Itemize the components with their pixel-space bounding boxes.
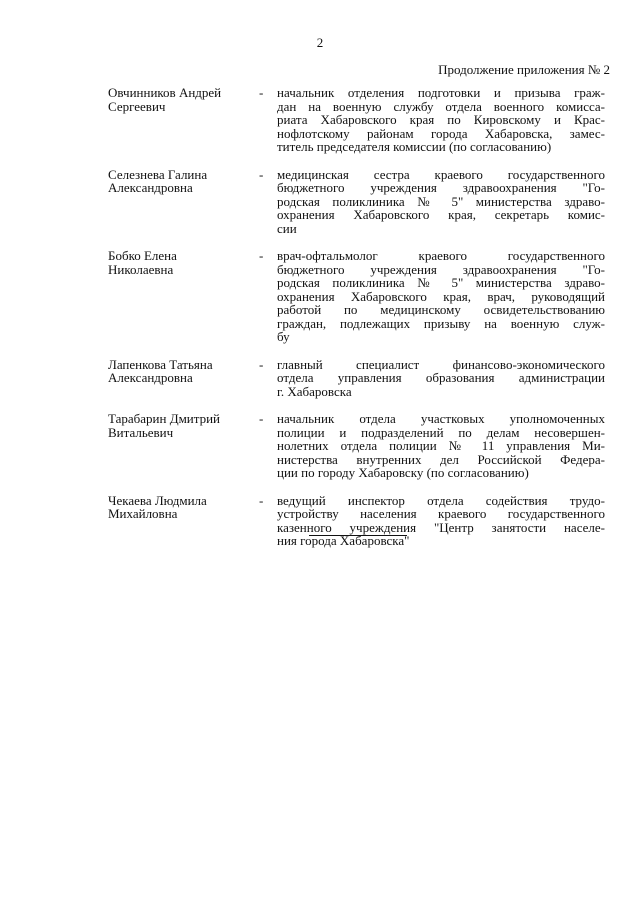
member-role bbox=[277, 249, 605, 344]
member-role-line: г. Хабаровска bbox=[277, 383, 352, 399]
member-role-line: ции по городу Хабаровску (по согласованию) bbox=[277, 465, 529, 480]
member-role-line: родская поликлиника № 5" министерства здраво- bbox=[277, 193, 605, 209]
member-name-line: Александровна bbox=[108, 370, 193, 385]
member-entry bbox=[108, 412, 605, 480]
member-role-line: начальник отдела участковых уполномоченных bbox=[277, 411, 605, 426]
member-dash: - bbox=[259, 166, 264, 182]
member-dash: - bbox=[259, 492, 264, 508]
member-role-line: главный специалист финансово-экономического bbox=[277, 356, 605, 372]
member-role-line: медицинская сестра краевого государственного bbox=[277, 166, 605, 182]
member-role bbox=[277, 168, 605, 236]
member-role bbox=[277, 358, 605, 399]
member-name-line: Тарабарин Дмитрий bbox=[108, 411, 221, 426]
member-role bbox=[277, 412, 605, 480]
member-role-line: полиции и подразделений по делам несовершен- bbox=[277, 424, 605, 440]
member-role-line: работой по медицинскому освидетельствованию bbox=[277, 302, 605, 317]
member-role-line: казенного учреждения "Центр занятости населе- bbox=[277, 519, 605, 535]
member-role-line: сии bbox=[277, 220, 297, 236]
member-role-line: устройству населения краевого государственного bbox=[277, 506, 605, 521]
member-name bbox=[108, 249, 253, 344]
member-role-line: врач-офтальмолог краевого государственного bbox=[277, 248, 605, 263]
member-role-line: ния города Хабаровска" bbox=[277, 533, 410, 548]
member-role-line: бюджетного учреждения здравоохранения "Го- bbox=[277, 180, 605, 195]
member-role-line: охранения Хабаровского края, секретарь комис- bbox=[277, 207, 605, 222]
member-role-line: отдела управления образования администрации bbox=[277, 370, 605, 385]
member-entry bbox=[108, 249, 605, 344]
member-role-line: бюджетного учреждения здравоохранения "Го- bbox=[277, 261, 605, 277]
member-name bbox=[108, 412, 253, 480]
member-role bbox=[277, 494, 605, 548]
member-role-line: риата Хабаровского края по Кировскому и Крас- bbox=[277, 112, 605, 127]
member-name bbox=[108, 86, 253, 154]
member-role-line: родская поликлиника № 5" министерства здраво- bbox=[277, 275, 605, 290]
member-name-line: Михайловна bbox=[108, 506, 178, 521]
member-entry bbox=[108, 358, 605, 399]
member-role-line: титель председателя комиссии (по согласованию) bbox=[277, 139, 552, 154]
member-entry bbox=[108, 86, 605, 154]
member-role-line: нистерства внутренних дел Российской Федера- bbox=[277, 451, 605, 467]
member-dash: - bbox=[259, 356, 264, 372]
member-entry bbox=[108, 168, 605, 236]
member-entry bbox=[108, 494, 605, 548]
page-number: 2 bbox=[316, 35, 324, 50]
member-role-line: начальник отделения подготовки и призыва граж- bbox=[277, 85, 605, 100]
member-role-line: ведущий инспектор отдела содействия трудо- bbox=[277, 492, 605, 508]
member-name-line: Сергеевич bbox=[108, 98, 166, 114]
member-role-line: бу bbox=[277, 329, 290, 344]
member-role-line: граждан, подлежащих призыву на военную служ- bbox=[277, 315, 605, 331]
member-dash: - bbox=[259, 411, 264, 426]
member-name-line: Николаевна bbox=[108, 261, 174, 277]
member-name-line: Селезнева Галина bbox=[108, 166, 208, 182]
member-name bbox=[108, 168, 253, 236]
member-name-line: Овчинников Андрей bbox=[108, 85, 222, 100]
member-role-line: охранения Хабаровского края, врач, руководящий bbox=[277, 288, 605, 304]
member-name-line: Лапенкова Татьяна bbox=[108, 356, 213, 372]
member-name-line: Чекаева Людмила bbox=[108, 492, 207, 508]
member-dash: - bbox=[259, 85, 264, 100]
member-name-line: Александровна bbox=[108, 180, 193, 195]
member-name-line: Витальевич bbox=[108, 424, 174, 440]
appendix-continuation-header: Продолжение приложения № 2 bbox=[438, 62, 610, 77]
member-dash: - bbox=[259, 248, 264, 263]
member-name bbox=[108, 494, 253, 548]
member-name-line: Бобко Елена bbox=[108, 248, 177, 263]
member-name bbox=[108, 358, 253, 399]
member-role-line: нолетних отдела полиции № 11 управления Ми- bbox=[277, 438, 605, 453]
member-role-line: дан на военную службу отдела военного комисса- bbox=[277, 98, 605, 114]
member-role bbox=[277, 86, 605, 154]
member-role-line: нофлотскому районам города Хабаровска, замес- bbox=[277, 125, 605, 141]
end-separator-line bbox=[309, 535, 407, 536]
commission-member-list bbox=[108, 86, 605, 562]
